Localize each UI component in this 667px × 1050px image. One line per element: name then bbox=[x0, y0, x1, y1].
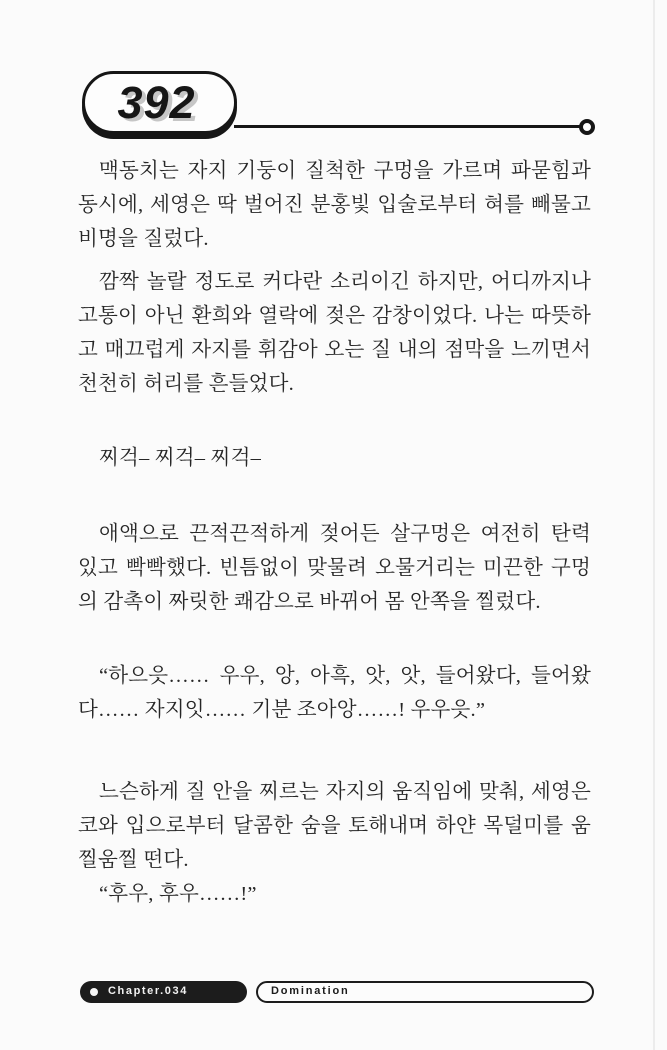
dot-icon bbox=[90, 988, 98, 996]
page-edge-shadow bbox=[653, 0, 655, 1050]
ring-icon bbox=[579, 119, 595, 135]
series-badge bbox=[256, 981, 594, 1003]
body-text bbox=[78, 154, 591, 911]
page-number: 392 bbox=[117, 77, 196, 128]
series-label: Domination bbox=[271, 985, 350, 997]
paragraph-narration: 애액으로 끈적끈적하게 젖어든 살구멍은 여전히 탄력 있고 빡빡했다. 빈틈없이 맞물려 오물거리는 미끈한 구멍의 감촉이 짜릿한 쾌감으로 바뀌어 몸 안쪽을 찔렀다. bbox=[78, 523, 591, 613]
paragraph-narration: 깜짝 놀랄 정도로 커다란 소리이긴 하지만, 어디까지나 고통이 아닌 환희와 열락에 젖은 감창이었다. 나는 따뜻하고 매끄럽게 자지를 휘감아 오는 질 내의 점막을 느끼면서 천천히 허리를 흔들었다. bbox=[78, 271, 591, 395]
paragraph-narration: 느슨하게 질 안을 찌르는 자지의 움직임에 맞춰, 세영은 코와 입으로부터 달콤한 숨을 토해내며 하얀 목덜미를 움찔움찔 떤다. bbox=[78, 781, 591, 871]
paragraph-dialogue: “후우, 후우……!” bbox=[99, 883, 257, 905]
paragraph-dialogue: “하으읏…… 우우, 앙, 아흑, 앗, 앗, 들어왔다, 들어왔다…… 자지잇…… 기분 조아앙……! 우우읏.” bbox=[78, 665, 591, 721]
chapter-badge bbox=[80, 981, 247, 1003]
page-number-badge bbox=[82, 71, 237, 134]
header-rule bbox=[234, 125, 582, 128]
paragraph-sound-effect: 찌걱– 찌걱– 찌걱– bbox=[99, 447, 262, 469]
chapter-label: Chapter.034 bbox=[108, 985, 188, 997]
paragraph-narration: 맥동치는 자지 기둥이 질척한 구멍을 가르며 파묻힘과 동시에, 세영은 딱 벌어진 분홍빛 입술로부터 혀를 빼물고 비명을 질렀다. bbox=[78, 160, 591, 250]
